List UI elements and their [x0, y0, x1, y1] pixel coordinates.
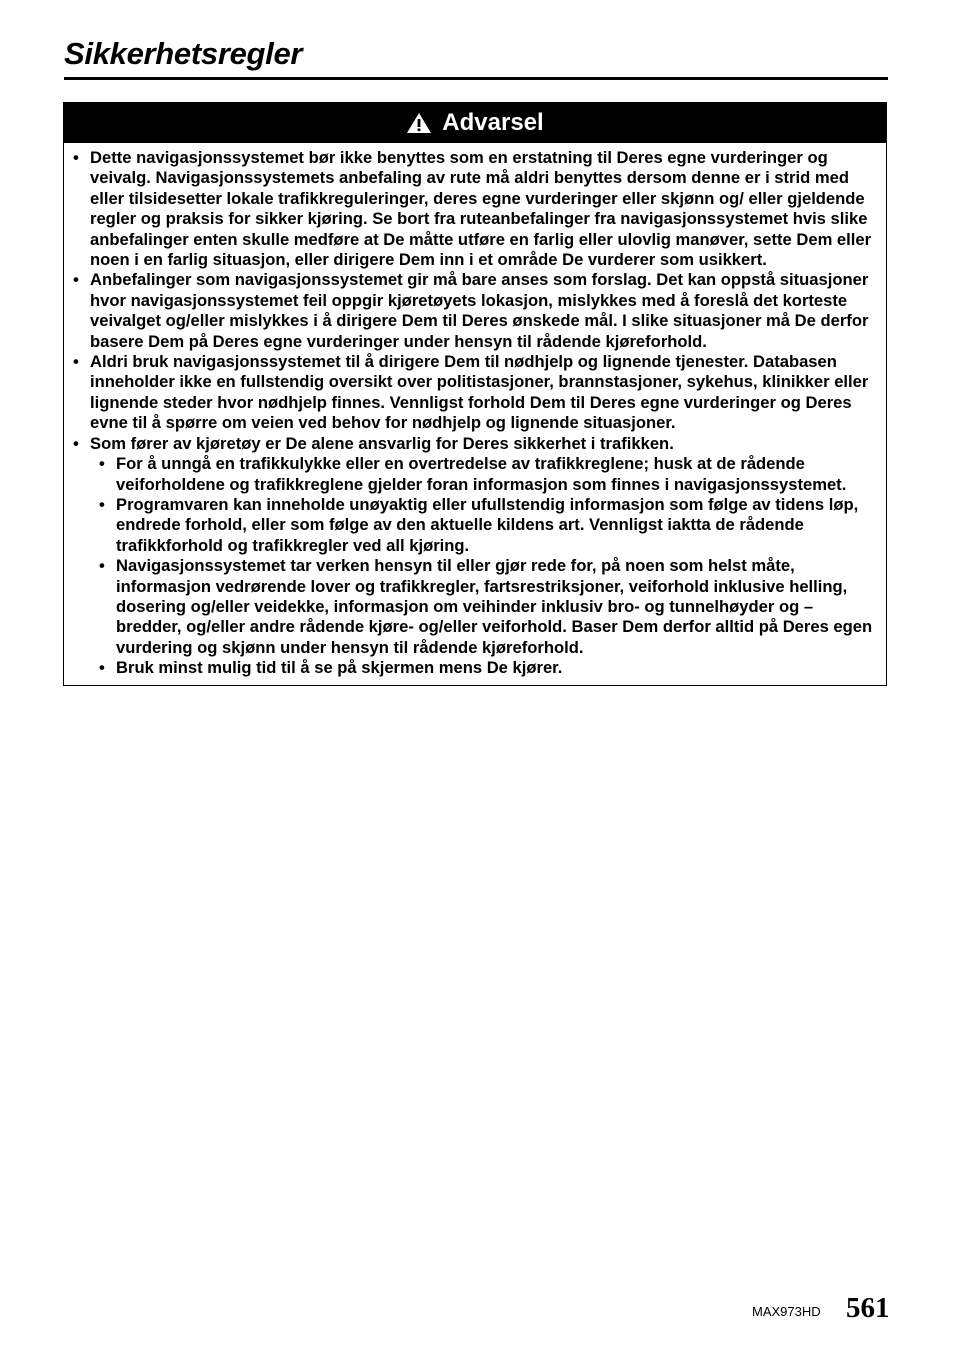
warning-body	[64, 143, 886, 685]
warning-box	[63, 102, 887, 686]
warning-triangle-icon	[406, 112, 432, 134]
warning-subitem-screen-time: • Bruk minst mulig tid til å se på skjermen mens De kjører.	[98, 658, 878, 678]
warning-subitem-traffic-rules: • For å unngå en trafikkulykke eller en overtredelse av trafikkreglene; husk at de rådende veiforholdene og trafikkreglene gjelder foran informasjon som finnes i navigasjonssystemet.	[98, 454, 878, 495]
title-rule	[64, 77, 888, 80]
page-title: Sikkerhetsregler	[64, 36, 303, 71]
warning-item-system-not-substitute: • Dette navigasjonssystemet bør ikke benyttes som en erstatning til Deres egne vurderinger og veivalg. Navigasjonssystemets anbefaling av rute må aldri benyttes dersom denne er i strid med eller tilsidesetter lokale trafikkreguleringer, deres egne vurderinger eller skjønn og/ eller gjeldende regler og praksis for sikker kjøring. Se bort fra ruteanbefalinger fra navigasjonssystemet hvis slike anbefalinger enten skulle medføre at De måtte utføre en farlig eller ulovlig manøver, sette Dem eller noen i en farlig situasjon, eller dirigere Dem inn i et område De vurderer som usikkert.	[72, 148, 878, 270]
warning-header	[64, 103, 886, 143]
warning-item-driver-responsibility-text: Som fører av kjøretøy er De alene ansvarlig for Deres sikkerhet i trafikken.	[90, 433, 674, 453]
warning-subitem-road-conditions: • Navigasjonssystemet tar verken hensyn til eller gjør rede for, på noen som helst måte, informasjon vedrørende lover og trafikkregler, fartsrestriksjoner, veiforhold inklusive helling, dosering og/eller veidekke, informasjon om veihinder inklusiv bro- og tunnelhøyder og – bredder, og/eller andre rådende kjøre- og/eller veiforhold. Baser Dem derfor alltid på Deres egen vurdering og skjønn under hensyn til rådende kjøreforhold.	[98, 556, 878, 658]
warning-sublist	[98, 454, 878, 678]
warning-item-emergency-services: • Aldri bruk navigasjonssystemet til å dirigere Dem til nødhjelp og lignende tjenester. Databasen inneholder ikke en fullstendig oversikt over politistasjoner, brannstasjoner, sykehus, klinikker eller lignende steder hvor nødhjelp finnes. Vennligst forhold Dem til Deres egne vurderinger og Deres evne til å spørre om veien ved behov for nødhjelp og lignende situasjoner.	[72, 352, 878, 434]
warning-title: Advarsel	[442, 109, 544, 136]
footer-model: MAX973HD	[752, 1304, 821, 1319]
warning-item-recommendations: • Anbefalinger som navigasjonssystemet gir må bare anses som forslag. Det kan oppstå situasjoner hvor navigasjonssystemet feil oppgir kjøretøyets lokasjon, mislykkes med å foreslå det korteste veivalget og/eller mislykkes i å dirigere Dem til Deres ønskede mål. I slike situasjoner må De derfor basere Dem på Deres egne vurderinger under hensyn til rådende kjøreforhold.	[72, 270, 878, 352]
page-number: 561	[846, 1292, 890, 1324]
warning-list	[72, 148, 878, 679]
warning-item-driver-responsibility	[72, 434, 878, 679]
warning-subitem-software-accuracy: • Programvaren kan inneholde unøyaktig eller ufullstendig informasjon som følge av tidens løp, endrede forhold, eller som følge av den aktuelle kildens art. Vennligst iaktta de rådende trafikkforhold og trafikkregler ved all kjøring.	[98, 495, 878, 556]
